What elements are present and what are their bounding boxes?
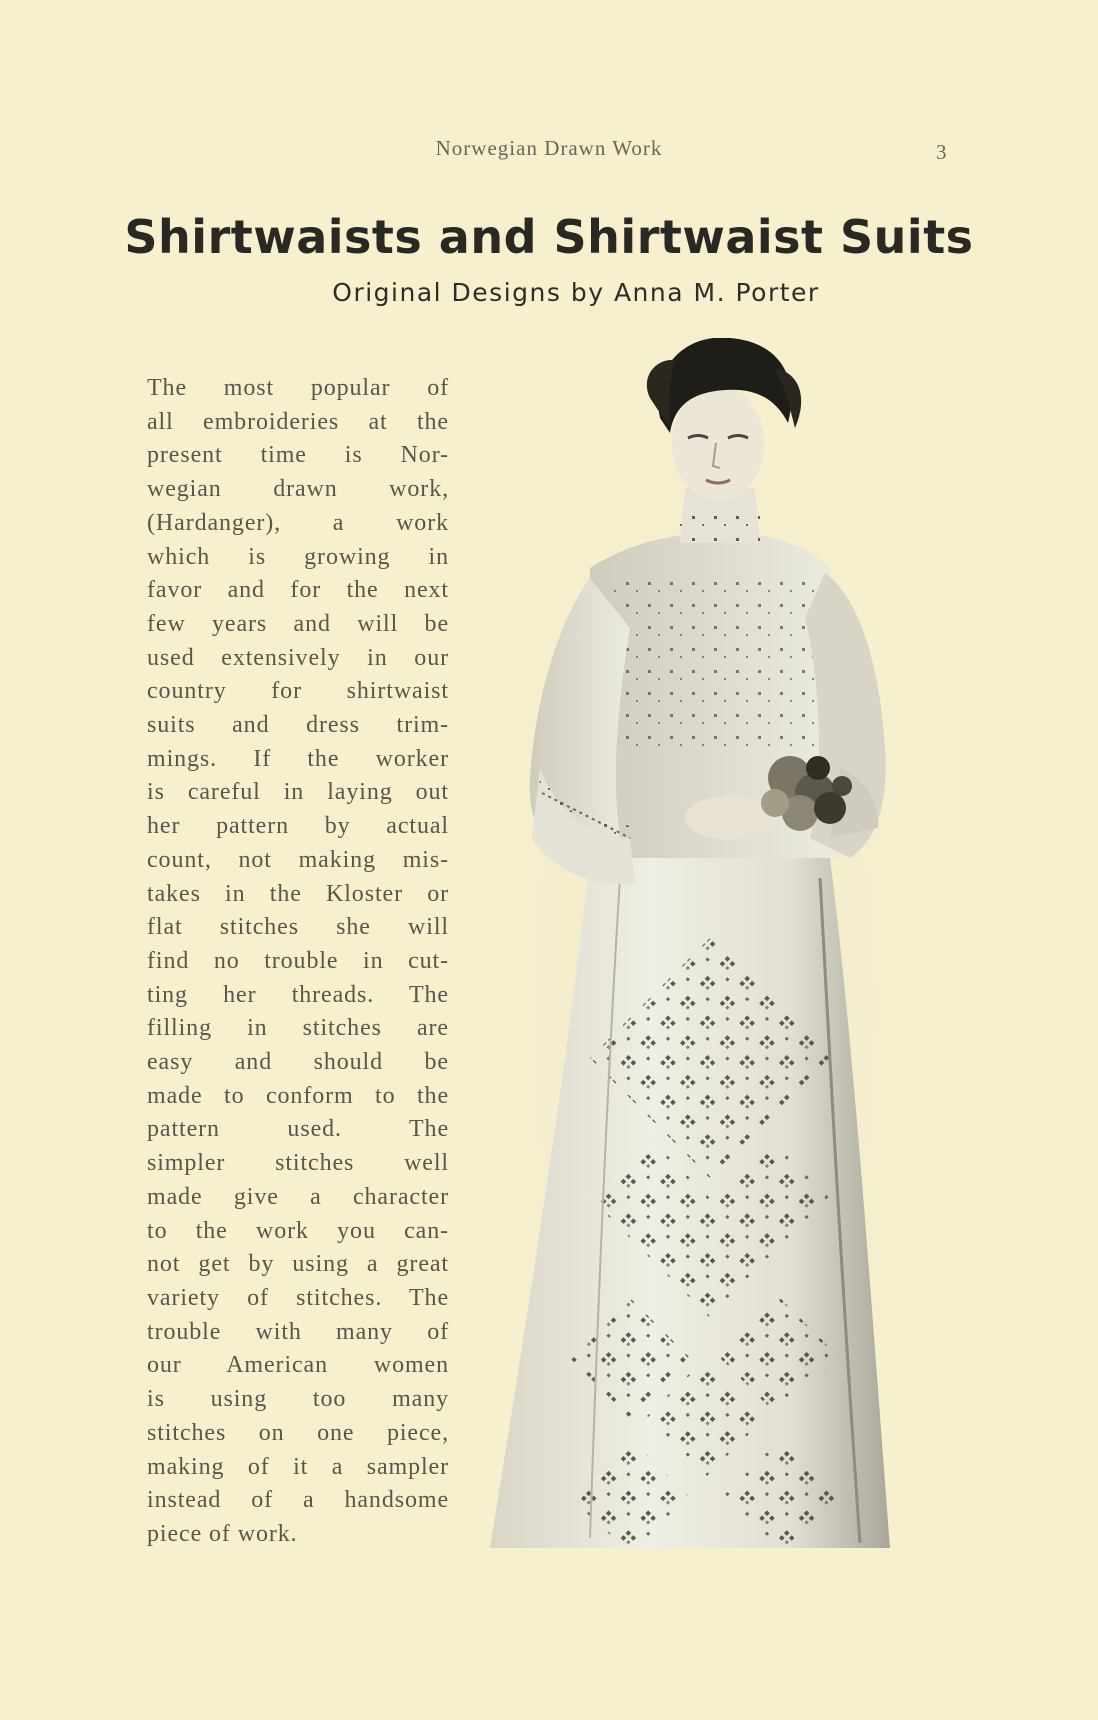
body-line: which is growing in bbox=[147, 543, 449, 570]
body-line: is using too many bbox=[147, 1386, 449, 1413]
body-line: not get by using a great bbox=[147, 1251, 449, 1278]
body-line: trouble with many of bbox=[147, 1318, 449, 1345]
body-paragraph bbox=[147, 372, 449, 1552]
body-line: used extensively in our bbox=[147, 644, 449, 671]
body-line: ting her threads. The bbox=[147, 981, 449, 1008]
body-line: her pattern by actual bbox=[147, 813, 449, 840]
page-title: Shirtwaists and Shirtwaist Suits bbox=[124, 210, 974, 264]
body-line: piece of work. bbox=[147, 1520, 298, 1547]
body-line: made give a character bbox=[147, 1183, 449, 1210]
body-line: suits and dress trim- bbox=[147, 712, 449, 739]
body-line: mings. If the worker bbox=[147, 745, 449, 772]
body-line: count, not making mis- bbox=[147, 846, 449, 873]
body-line: easy and should be bbox=[147, 1049, 449, 1076]
body-line: favor and for the next bbox=[147, 577, 449, 604]
body-line: made to conform to the bbox=[147, 1082, 449, 1109]
body-line: few years and will be bbox=[147, 610, 449, 637]
page-subtitle: Original Designs by Anna M. Porter bbox=[332, 278, 820, 307]
body-line: is careful in laying out bbox=[147, 779, 449, 806]
body-line: variety of stitches. The bbox=[147, 1284, 449, 1311]
body-line: wegian drawn work, bbox=[147, 476, 449, 503]
body-line: stitches on one piece, bbox=[147, 1419, 449, 1446]
body-line: (Hardanger), a work bbox=[147, 509, 449, 536]
body-line: pattern used. The bbox=[147, 1116, 449, 1143]
body-line: The most popular of bbox=[147, 375, 449, 401]
body-line: find no trouble in cut- bbox=[147, 947, 449, 974]
woman-in-shirtwaist-suit-photo bbox=[470, 338, 940, 1558]
body-line: our American women bbox=[147, 1352, 449, 1379]
body-line: instead of a handsome bbox=[147, 1487, 449, 1514]
body-line: takes in the Kloster or bbox=[147, 880, 449, 907]
body-line: present time is Nor- bbox=[147, 442, 449, 469]
body-line: simpler stitches well bbox=[147, 1150, 449, 1177]
body-line: making of it a sampler bbox=[147, 1453, 449, 1480]
body-line: to the work you can- bbox=[147, 1217, 449, 1244]
page-number: 3 bbox=[936, 140, 947, 164]
body-line: country for shirtwaist bbox=[147, 678, 449, 705]
body-line: flat stitches she will bbox=[147, 914, 449, 941]
running-head: Norwegian Drawn Work bbox=[435, 136, 663, 160]
body-line: filling in stitches are bbox=[147, 1015, 449, 1042]
body-line: all embroideries at the bbox=[147, 408, 449, 435]
